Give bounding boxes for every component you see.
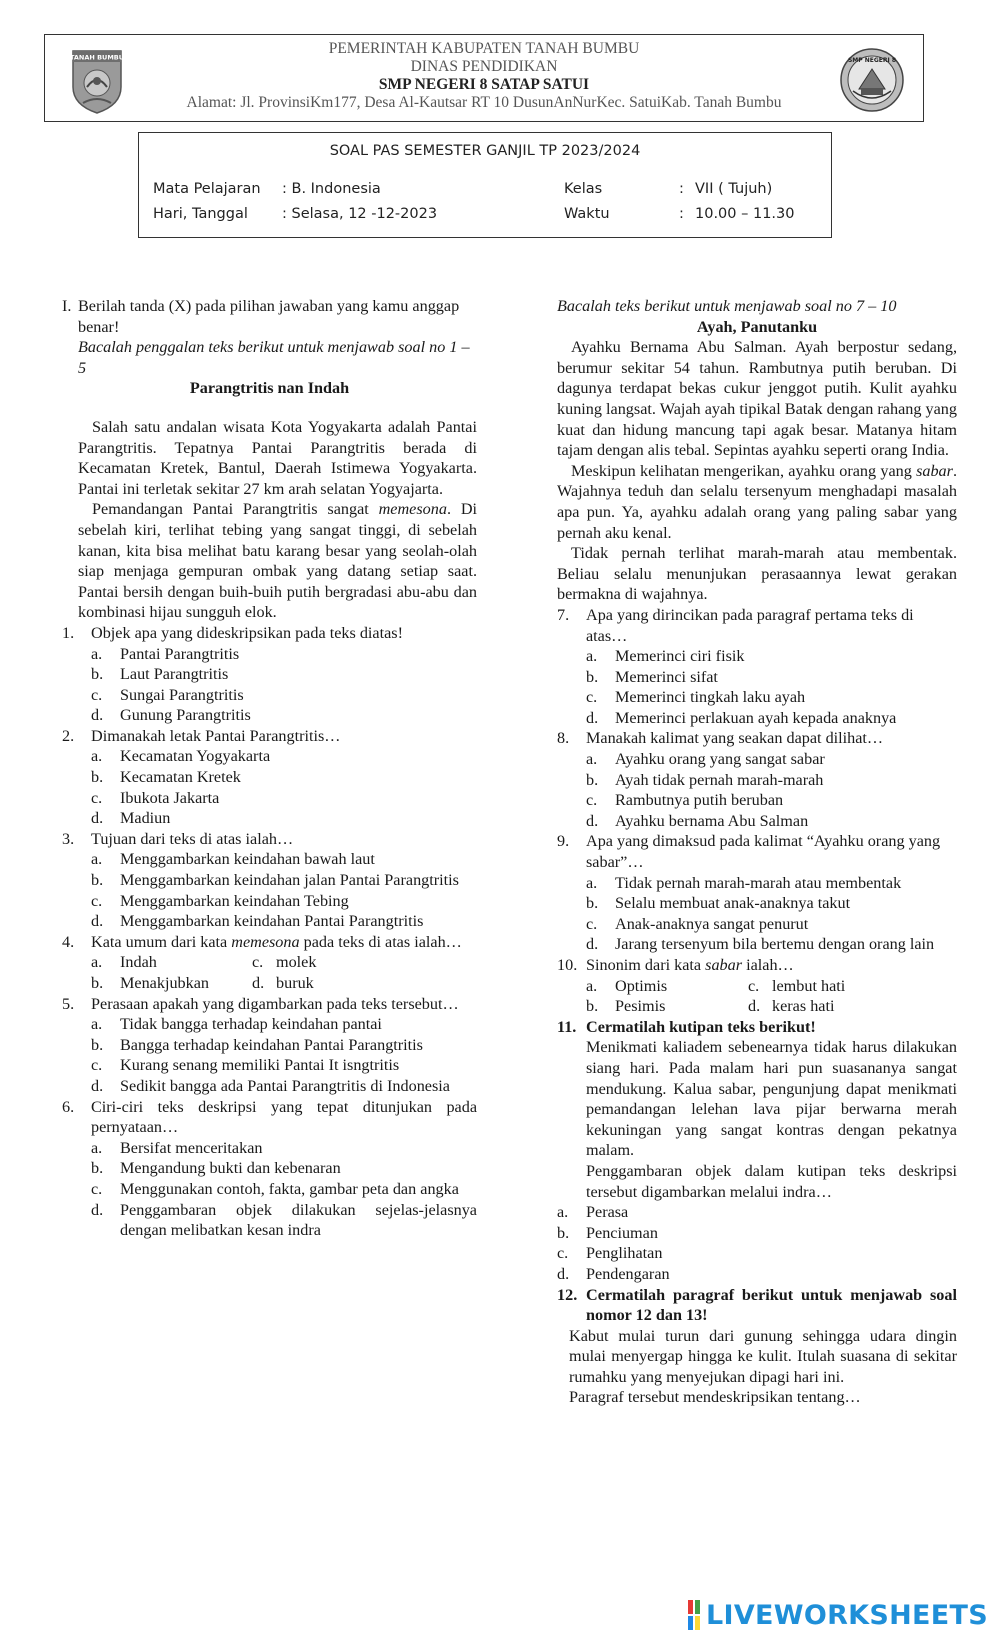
option-text: Ayahku orang yang sangat sabar	[615, 750, 825, 769]
answer-option[interactable]	[557, 708, 957, 729]
question-text: Kata umum dari kata	[91, 932, 232, 951]
story-text: Pemandangan Pantai Parangtritis sangat	[92, 500, 379, 519]
option-letter: a.	[557, 1203, 569, 1222]
option-text: Penggambaran objek dilakukan sejelas-jelasnya dengan melibatkan kesan indra	[120, 1200, 477, 1240]
option-text: Sedikit bangga ada Pantai Parangtritis di Indonesia	[120, 1076, 450, 1095]
option-letter: a.	[586, 873, 598, 892]
option-letter[interactable]: a.	[91, 953, 103, 972]
answer-option[interactable]	[62, 1014, 477, 1035]
answer-option[interactable]	[62, 808, 477, 829]
class-colon: :	[679, 181, 684, 197]
option-letter: d.	[557, 1264, 570, 1283]
option-letter: b.	[91, 1159, 104, 1178]
option-letter: c.	[91, 1179, 103, 1198]
question-text: Objek apa yang dideskripsikan pada teks diatas!	[91, 623, 403, 642]
answer-option[interactable]	[62, 767, 477, 788]
question-text: Apa yang dirincikan pada paragraf pertama teks di atas…	[586, 605, 914, 645]
option-letter: b.	[91, 768, 104, 787]
question-text: Perasaan apakah yang digambarkan pada teks tersebut…	[91, 994, 459, 1013]
answer-option[interactable]	[62, 705, 477, 726]
answer-option[interactable]	[557, 687, 957, 708]
watermark-text: LIVEWORKSHEETS	[705, 1599, 988, 1631]
option-letter[interactable]: d.	[252, 974, 265, 992]
time-colon: :	[679, 206, 684, 222]
exam-info-box	[138, 132, 832, 238]
option-text: Sungai Parangtritis	[120, 685, 244, 704]
option-letter[interactable]: b.	[586, 997, 599, 1016]
spacer	[62, 399, 477, 417]
option-text: Menggambarkan keindahan Pantai Parangtritis	[120, 912, 424, 931]
option-text[interactable]: Indah	[120, 953, 157, 972]
question-number: 11.	[557, 1017, 577, 1036]
question-text: Cermatilah kutipan teks berikut!	[586, 1017, 816, 1036]
option-letter[interactable]: c.	[252, 953, 264, 972]
question-number: 4.	[62, 932, 75, 951]
option-letter: d.	[91, 1076, 104, 1095]
question-number: 7.	[557, 605, 570, 624]
option-text: Laut Parangtritis	[120, 665, 229, 684]
story-emphasis: memesona	[378, 500, 447, 519]
question-number: 9.	[557, 832, 570, 851]
answer-option[interactable]	[62, 746, 477, 767]
option-text: Ayah tidak pernah marah-marah	[615, 770, 824, 789]
answer-option[interactable]	[557, 1202, 957, 1223]
gov-line: PEMERINTAH KABUPATEN TANAH BUMBU	[328, 40, 640, 57]
answer-option[interactable]	[557, 934, 957, 955]
option-letter: b.	[586, 894, 599, 913]
answer-option-pair	[62, 973, 477, 994]
answer-option[interactable]	[62, 664, 477, 685]
option-letter: b.	[586, 667, 599, 686]
option-text: Tidak bangga terhadap keindahan pantai	[120, 1015, 382, 1034]
option-letter: c.	[91, 788, 103, 807]
option-letter: d.	[586, 935, 599, 954]
story-text: . Wajahnya teduh dan selalu tersenyum menghadapi masalah apa pun. Ya, ayahku adalah orang yang paling sabar yang pernah aku kenal.	[557, 461, 957, 542]
story-title: Parangtritis nan Indah	[189, 379, 350, 398]
answer-option[interactable]	[557, 914, 957, 935]
section-number: I.	[62, 297, 72, 315]
option-text[interactable]: keras hati	[772, 997, 835, 1016]
option-letter: b.	[91, 871, 104, 890]
quoted-passage: Kabut mulai turun dari gunung sehingga udara dingin mulai menyergap hingga ke kulit. Itulah suasana di sekitar rumahku yang menyejukan dipagi hari ini.	[569, 1326, 957, 1386]
question-number: 10.	[557, 956, 578, 974]
question-text: Apa yang dimaksud pada kalimat “Ayahku orang yang sabar”…	[586, 832, 941, 872]
answer-option[interactable]	[557, 1223, 957, 1244]
quoted-passage: Menikmati kaliadem sebenearnya tidak harus dilakukan siang hari. Pada malam hari pun suasananya sangat mendukung. Kalua sabar, pengunjung dapat menikmati pemandangan lelehan lava pijar berwarna merah kekuningan yang sangat kontras dengan pekatnya malam.	[586, 1038, 957, 1160]
instruction-text: Berilah tanda (X) pada pilihan jawaban yang kamu anggap benar!	[78, 297, 460, 336]
story-text: . Di sebelah kiri, terlihat tebing yang sangat tinggi, di sebelah kanan, kita bisa melihat batu karang besar yang seolah-olah siap menjaga gempuran ombak yang datang setiap saat. Pantai bersih dengan buih-buih putih bergradasi abu-abu dan kombinasi hijau sungguh elok.	[78, 500, 478, 622]
class-label: Kelas	[564, 181, 603, 197]
option-text: Perasa	[586, 1203, 629, 1222]
answer-option[interactable]	[62, 1158, 477, 1179]
question	[62, 829, 477, 850]
option-letter: c.	[586, 688, 598, 707]
question-number: 3.	[62, 829, 75, 848]
option-text: Pendengaran	[586, 1264, 670, 1283]
option-text: Bangga terhadap keindahan Pantai Parangtritis	[120, 1035, 423, 1054]
question-number: 1.	[62, 623, 75, 642]
question	[557, 1285, 957, 1326]
question-number: 2.	[62, 726, 75, 745]
story-title: Ayah, Panutanku	[696, 317, 818, 336]
school-name: SMP NEGERI 8 SATAP SATUI	[378, 76, 590, 93]
story-paragraph	[62, 499, 477, 623]
story-paragraph	[557, 461, 957, 543]
option-text: Madiun	[120, 809, 171, 828]
option-text: Anak-anaknya sangat penurut	[615, 914, 809, 933]
left-column	[62, 296, 477, 1241]
question-text: Tujuan dari teks di atas ialah…	[91, 829, 294, 848]
section-instruction	[62, 296, 477, 337]
question	[62, 726, 477, 747]
class-value: VII ( Tujuh)	[695, 181, 773, 197]
option-letter: d.	[91, 809, 104, 828]
answer-option[interactable]	[62, 1138, 477, 1159]
option-letter: c.	[586, 791, 598, 810]
question-prompt: Paragraf tersebut mendeskripsikan tentang…	[569, 1388, 861, 1407]
answer-option[interactable]	[557, 893, 957, 914]
story-paragraph: Tidak pernah terlihat marah-marah atau membentak. Beliau selalu menunjukan perasaannya lewat gerakan bermakna di wajahnya.	[557, 544, 957, 604]
question-emphasis: sabar	[705, 956, 743, 974]
date-label: Hari, Tanggal	[153, 206, 248, 222]
option-text: Kecamatan Yogyakarta	[120, 747, 271, 766]
exam-info-row	[153, 181, 821, 201]
option-letter: a.	[91, 747, 103, 766]
question	[62, 932, 477, 953]
reading-instruction: Bacalah teks berikut untuk menjawab soal no 7 – 10	[557, 297, 897, 315]
exam-info-row	[153, 206, 821, 226]
option-text: Pantai Parangtritis	[120, 644, 240, 663]
option-text: Ayahku bernama Abu Salman	[615, 811, 809, 830]
option-letter[interactable]: a.	[586, 976, 598, 995]
question	[557, 605, 957, 646]
option-letter: b.	[557, 1223, 570, 1242]
question-text: Dimanakah letak Pantai Parangtritis…	[91, 726, 341, 745]
reading-instruction: Bacalah penggalan teks berikut untuk menjawab soal no 1 – 5	[78, 338, 470, 377]
answer-option[interactable]	[62, 1055, 477, 1076]
option-letter[interactable]: c.	[748, 976, 760, 995]
answer-option[interactable]	[62, 788, 477, 809]
option-text[interactable]: molek	[276, 953, 317, 972]
option-text: Kurang senang memiliki Pantai It isngtritis	[120, 1056, 400, 1075]
option-text: Memerinci perlakuan ayah kepada anaknya	[615, 708, 897, 727]
answer-option[interactable]	[557, 873, 957, 894]
option-letter[interactable]: d.	[748, 997, 761, 1016]
option-letter: d.	[91, 706, 104, 725]
option-text[interactable]: buruk	[276, 974, 314, 992]
school-seal-icon	[839, 47, 905, 113]
answer-option[interactable]	[557, 1243, 957, 1264]
question	[62, 1097, 477, 1138]
time-value: 10.00 – 11.30	[695, 206, 795, 222]
option-text[interactable]: Optimis	[615, 976, 668, 995]
option-letter: a.	[91, 1015, 103, 1034]
option-text: Selalu membuat anak-anaknya takut	[615, 894, 851, 913]
answer-option-pair	[557, 976, 957, 997]
story-emphasis: sabar	[916, 461, 953, 480]
question-emphasis: memesona	[231, 932, 300, 951]
school-address: Alamat: Jl. ProvinsiKm177, Desa Al-Kautsar RT 10 DusunAnNurKec. SatuiKab. Tanah Bumbu	[186, 94, 782, 111]
option-text[interactable]: Pesimis	[615, 997, 666, 1016]
option-text: Gunung Parangtritis	[120, 706, 251, 725]
option-letter[interactable]: b.	[91, 974, 104, 992]
story-paragraph: Salah satu andalan wisata Kota Yogyakarta adalah Pantai Parangtritis. Tepatnya Pantai Parangtritis berada di Kecamatan Kretek, Bantul, Daerah Istimewa Yogyakarta. Pantai ini terletak sekitar 27 km arah selatan Yogyajarta.	[78, 417, 477, 498]
question	[557, 955, 957, 976]
answer-option[interactable]	[62, 870, 477, 891]
answer-option[interactable]	[557, 667, 957, 688]
question-text: ialah…	[742, 956, 794, 974]
option-text: Memerinci sifat	[615, 667, 718, 686]
answer-option[interactable]	[62, 891, 477, 912]
question-number: 12.	[557, 1285, 578, 1304]
option-text: Menggunakan contoh, fakta, gambar peta dan angka	[120, 1179, 459, 1198]
option-letter: d.	[91, 1200, 104, 1219]
option-text: Jarang tersenyum bila bertemu dengan orang lain	[615, 935, 935, 954]
answer-option[interactable]	[557, 790, 957, 811]
answer-option-pair	[557, 996, 957, 1017]
question	[62, 623, 477, 644]
option-letter: a.	[91, 644, 103, 663]
option-text[interactable]: lembut hati	[772, 976, 846, 995]
answer-option[interactable]	[62, 849, 477, 870]
exam-title: SOAL PAS SEMESTER GANJIL TP 2023/2024	[329, 143, 641, 159]
liveworksheets-logo-icon	[688, 1600, 700, 1630]
question	[557, 728, 957, 749]
option-text: Menggambarkan keindahan jalan Pantai Parangtritis	[120, 871, 459, 890]
option-letter: d.	[586, 811, 599, 830]
option-letter: c.	[586, 914, 598, 933]
question	[62, 994, 477, 1015]
option-text: Ibukota Jakarta	[120, 788, 220, 807]
story-paragraph: Ayahku Bernama Abu Salman. Ayah berpostur sedang, berumur sekitar 54 tahun. Rambutnya putih beruban. Di dagunya terdapat bekas cukur jenggot putih. Kulit ayahku kuning langsat. Wajah ayah tipikal Batak dengan rahang yang kuat dan hidung mancung tapi agak besar. Matanya hitam tajam dengan alis tebal. Sepintas ayahku seperti orang India.	[557, 338, 957, 460]
answer-option[interactable]	[557, 646, 957, 667]
letterhead	[44, 34, 924, 122]
question-text: Manakah kalimat yang seakan dapat dilihat…	[586, 729, 884, 748]
question-number: 8.	[557, 729, 570, 748]
option-letter: c.	[91, 891, 103, 910]
answer-option-pair	[62, 952, 477, 973]
question-number: 5.	[62, 994, 75, 1013]
answer-option[interactable]	[557, 749, 957, 770]
answer-option[interactable]	[62, 911, 477, 932]
question-text: Cermatilah paragraf berikut untuk menjawab soal nomor 12 dan 13!	[586, 1285, 957, 1325]
question-text: pada teks di atas ialah…	[299, 932, 462, 951]
option-letter: c.	[557, 1244, 569, 1263]
option-letter: d.	[586, 708, 599, 727]
answer-option[interactable]	[62, 1200, 477, 1241]
option-text: Mengandung bukti dan kebenaran	[120, 1159, 341, 1178]
emblem-label: TANAH BUMBU	[69, 53, 125, 62]
option-letter: a.	[91, 850, 103, 869]
option-letter: b.	[586, 770, 599, 789]
question-text: Ciri-ciri teks deskripsi yang tepat ditunjukan pada pernyataan…	[91, 1097, 477, 1137]
time-label: Waktu	[564, 206, 610, 222]
option-letter: c.	[91, 1056, 103, 1075]
story-text: Meskipun kelihatan mengerikan, ayahku orang yang	[571, 461, 917, 480]
option-text: Memerinci ciri fisik	[615, 647, 745, 666]
agency-line: DINAS PENDIDIKAN	[410, 58, 558, 75]
option-text[interactable]: Menakjubkan	[120, 974, 210, 992]
question-prompt: Penggambaran objek dalam kutipan teks deskripsi tersebut digambarkan melalui indra…	[586, 1161, 957, 1201]
right-column	[557, 296, 957, 1408]
option-letter: a.	[586, 750, 598, 769]
question	[557, 1017, 957, 1038]
option-text: Bersifat menceritakan	[120, 1138, 263, 1157]
answer-option[interactable]	[557, 1264, 957, 1285]
option-letter: a.	[91, 1138, 103, 1157]
option-text: Menggambarkan keindahan Tebing	[120, 891, 349, 910]
answer-option[interactable]	[557, 770, 957, 791]
question-number: 6.	[62, 1097, 75, 1116]
answer-option[interactable]	[62, 685, 477, 706]
option-letter: b.	[91, 665, 104, 684]
option-letter: a.	[586, 647, 598, 666]
option-text: Menggambarkan keindahan bawah laut	[120, 850, 375, 869]
subject-value: : B. Indonesia	[282, 181, 381, 197]
option-text: Rambutnya putih beruban	[615, 791, 784, 810]
option-text: Penglihatan	[586, 1244, 663, 1263]
answer-option[interactable]	[62, 1035, 477, 1056]
option-text: Memerinci tingkah laku ayah	[615, 688, 806, 707]
option-text: Penciuman	[586, 1223, 658, 1242]
subject-label: Mata Pelajaran	[153, 181, 261, 197]
date-value: : Selasa, 12 -12-2023	[282, 206, 438, 222]
question	[557, 831, 957, 872]
question-text: Sinonim dari kata	[586, 956, 706, 974]
option-letter: c.	[91, 685, 103, 704]
option-letter: b.	[91, 1035, 104, 1054]
answer-option[interactable]	[62, 1179, 477, 1200]
answer-option[interactable]	[62, 644, 477, 665]
seal-label: SMP NEGERI 8	[847, 57, 897, 64]
liveworksheets-watermark	[688, 1595, 988, 1635]
answer-option[interactable]	[62, 1076, 477, 1097]
option-text: Kecamatan Kretek	[120, 768, 241, 787]
option-text: Tidak pernah marah-marah atau membentak	[615, 873, 902, 892]
option-letter: d.	[91, 912, 104, 931]
answer-option[interactable]	[557, 811, 957, 832]
